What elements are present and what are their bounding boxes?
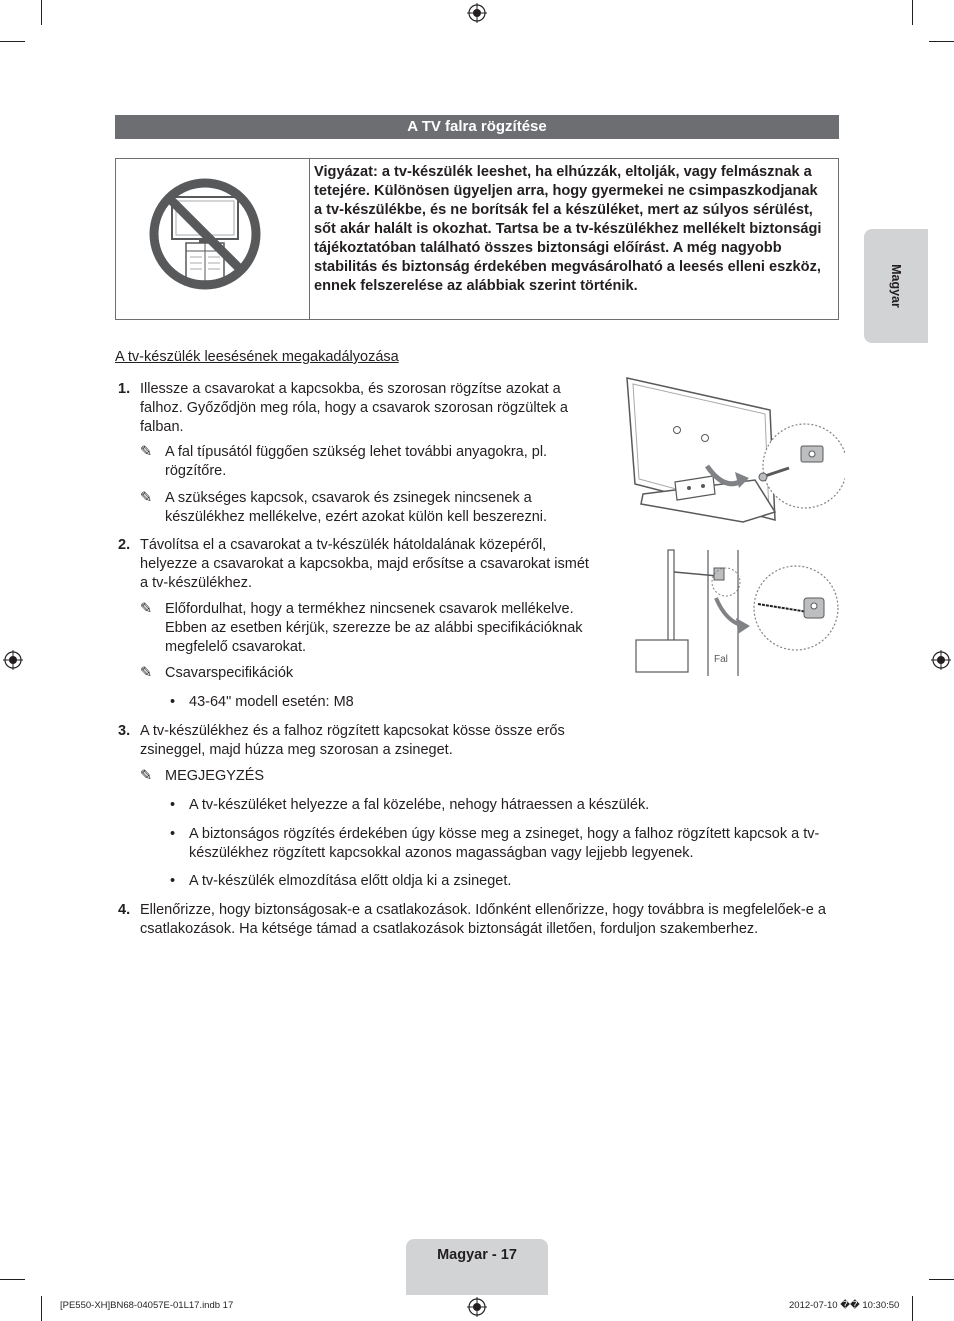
note-icon: ✎ bbox=[140, 444, 153, 460]
step-text: A tv-készülékhez és a falhoz rögzített kapcsokat kösse össze erős zsineggel, majd húzza meg szorosan a zsineget. bbox=[140, 723, 565, 758]
step-number: 1. bbox=[118, 381, 131, 397]
crop-mark bbox=[929, 1279, 954, 1280]
timestamp-slug: 2012-07-10 �� 10:30:50 bbox=[789, 1300, 900, 1311]
warning-image-cell bbox=[116, 159, 310, 319]
bullet-text: A tv-készüléket helyezze a fal közelébe, nehogy hátraessen a készülék. bbox=[189, 797, 650, 813]
wall-label: Fal bbox=[714, 654, 728, 665]
file-slug: [PE550-XH]BN68-04057E-01L17.indb 17 bbox=[60, 1300, 234, 1311]
subheading: A tv-készülék leesésének megakadályozása bbox=[115, 349, 399, 365]
warning-text: Vigyázat: a tv-készülék leeshet, ha elhúzzák, eltolják, vagy felmásznak a tetejére. Különösen ügyeljen arra, hogy gyermekei ne csimpaszkodjanak a tv-készülékbe, és ne borítsák fel a készüléket, mert az súlyos sérülést, sőt akár halált is okozhat. Tartsa be a tv-készülékhez mellékelt biztonsági tájékoztatóban található összes biztonsági előírást. A még nagyobb stabilitás és biztonság érdekében megvásárolható a leesés elleni eszköz, ennek felszerelése az alábbiak szerint történik. bbox=[314, 164, 822, 294]
registration-mark-icon bbox=[467, 3, 487, 23]
note-text: A szükséges kapcsok, csavarok és zsinegek nincsenek a készülékhez mellékelve, ezért azokat külön kell beszerezni. bbox=[165, 490, 548, 525]
note-text: Előfordulhat, hogy a termékhez nincsenek csavarok mellékelve. Ebben az esetben kérjük, szerezze be az alábbi specifikációknak megfelelő csavarokat. bbox=[165, 601, 583, 655]
note-icon: ✎ bbox=[140, 490, 153, 506]
step-number: 3. bbox=[118, 723, 131, 739]
bullet-text: 43-64" modell esetén: M8 bbox=[189, 694, 354, 710]
section-title: A TV falra rögzítése bbox=[115, 115, 839, 139]
crop-mark bbox=[912, 0, 913, 25]
step-text: Illessze a csavarokat a kapcsokba, és szorosan rögzítse azokat a falhoz. Győződjön meg róla, hogy a csavarok szorosan rögzültek a falban. bbox=[140, 381, 568, 435]
note-icon: ✎ bbox=[140, 601, 153, 617]
bullet-icon: • bbox=[170, 873, 176, 889]
note-icon: ✎ bbox=[140, 768, 153, 784]
registration-mark-icon bbox=[467, 1297, 487, 1317]
language-side-tab bbox=[864, 229, 928, 343]
crop-mark bbox=[41, 1296, 42, 1321]
crop-mark bbox=[41, 0, 42, 25]
no-climbing-tv-icon bbox=[116, 159, 309, 319]
bullet-icon: • bbox=[170, 826, 176, 842]
bullet-text: A tv-készülék elmozdítása előtt oldja ki a zsineget. bbox=[189, 873, 512, 889]
note-text: Csavarspecifikációk bbox=[165, 665, 294, 681]
note-icon: ✎ bbox=[140, 665, 153, 681]
registration-mark-icon bbox=[931, 650, 951, 670]
note-text: A fal típusától függően szükség lehet további anyagokra, pl. rögzítőre. bbox=[165, 444, 548, 479]
bullet-icon: • bbox=[170, 694, 176, 710]
registration-mark-icon bbox=[3, 650, 23, 670]
crop-mark bbox=[0, 41, 25, 42]
warning-box bbox=[115, 158, 839, 320]
step-text: Távolítsa el a csavarokat a tv-készülék hátoldalának közepéről, helyezze a csavarokat a kapcsokba, majd erősítse a csavarokat ismét a tv-készülékhez. bbox=[140, 537, 589, 591]
note-text: MEGJEGYZÉS bbox=[165, 768, 265, 784]
crop-mark bbox=[912, 1296, 913, 1321]
page-number: Magyar - 17 bbox=[406, 1239, 548, 1295]
step-number: 2. bbox=[118, 537, 131, 553]
step-number: 4. bbox=[118, 902, 131, 918]
crop-mark bbox=[0, 1279, 25, 1280]
step-text: Ellenőrizze, hogy biztonságosak-e a csatlakozások. Időnként ellenőrizze, hogy továbbra is megfelelőek-e a csatlakozások. Ha kétsége támad a csatlakozások biztonságát illetően, forduljon szakemberhez. bbox=[140, 902, 826, 937]
wall-mount-illustration bbox=[630, 548, 845, 678]
crop-mark bbox=[929, 41, 954, 42]
bullet-icon: • bbox=[170, 797, 176, 813]
language-side-tab-label: Magyar bbox=[889, 264, 903, 308]
bullet-text: A biztonságos rögzítés érdekében úgy kösse meg a zsineget, hogy a falhoz rögzített kapcsok a tv-készülékhez rögzített kapcsokkal azonos magasságban vagy lejjebb legyenek. bbox=[189, 826, 820, 861]
tv-bracket-illustration bbox=[615, 372, 845, 532]
